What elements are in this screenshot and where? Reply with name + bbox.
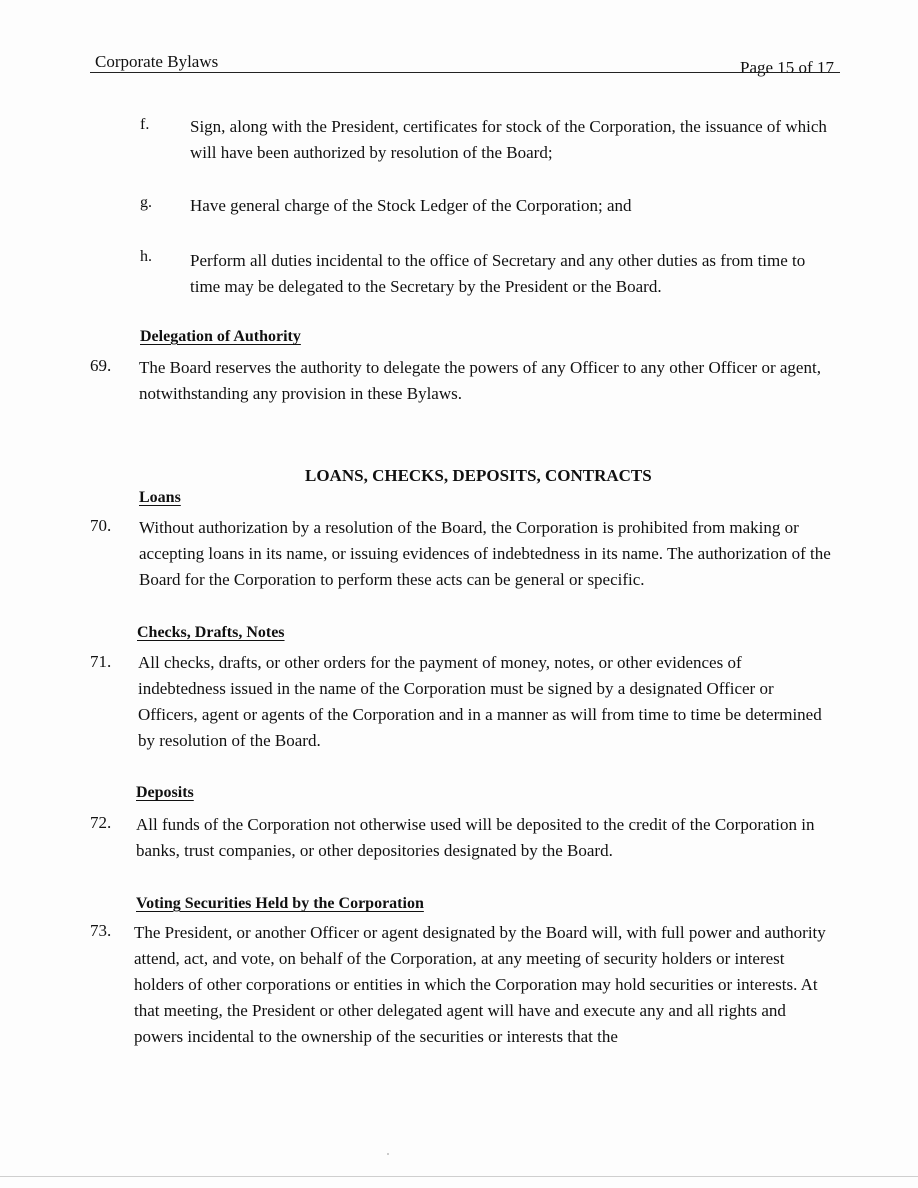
loans-heading: Loans — [139, 489, 181, 506]
section-title: LOANS, CHECKS, DEPOSITS, CONTRACTS — [305, 466, 652, 485]
page-number: Page 15 of 17 — [740, 58, 834, 77]
item-h-text: Perform all duties incidental to the office of Secretary and any other duties as from time to time may be delegated to the Secretary by the President or the Board. — [190, 251, 806, 296]
page-bottom-edge — [0, 1176, 918, 1177]
paragraph-71-text: All checks, drafts, or other orders for the payment of money, notes, or other evidences of indebtedness issued in the name of the Corporation must be signed by a designated Officer or Officers, agent or agents of the Corporation and in a manner as will from time to time be determined by resolution of the Board. — [138, 653, 822, 750]
header-title: Corporate Bylaws — [95, 52, 219, 71]
scan-speck — [387, 1153, 389, 1155]
header-rule — [90, 72, 840, 73]
paragraph-71-number: 71. — [90, 652, 112, 671]
paragraph-69-number: 69. — [90, 356, 112, 375]
paragraph-73-number: 73. — [90, 921, 112, 940]
item-g-text: Have general charge of the Stock Ledger of the Corporation; and — [190, 196, 632, 215]
item-f-text: Sign, along with the President, certificates for stock of the Corporation, the issuance of which will have been authorized by resolution of the Board; — [190, 117, 827, 162]
item-g-label: g. — [140, 194, 152, 211]
paragraph-72-text: All funds of the Corporation not otherwise used will be deposited to the credit of the Corporation in banks, trust companies, or other depositories designated by the Board. — [136, 815, 815, 860]
voting-heading: Voting Securities Held by the Corporation — [136, 895, 424, 912]
delegation-heading: Delegation of Authority — [140, 328, 301, 345]
item-h-label: h. — [140, 248, 152, 265]
paragraph-73-text: The President, or another Officer or agent designated by the Board will, with full power and authority attend, act, and vote, on behalf of the Corporation, at any meeting of security holders or interest holders of other corporations or entities in which the Corporation may hold securities or interests. At that meeting, the President or other delegated agent will have and execute any and all rights and powers incidental to the ownership of the securities or interests that the — [134, 923, 826, 1046]
paragraph-72-number: 72. — [90, 813, 112, 832]
checks-heading: Checks, Drafts, Notes — [137, 624, 285, 641]
item-f-label: f. — [140, 116, 150, 133]
deposits-heading: Deposits — [136, 784, 194, 801]
paragraph-69-text: The Board reserves the authority to delegate the powers of any Officer to any other Officer or agent, notwithstanding any provision in these Bylaws. — [139, 358, 821, 403]
paragraph-70-text: Without authorization by a resolution of the Board, the Corporation is prohibited from making or accepting loans in its name, or issuing evidences of indebtedness in its name. The authorization of the Board for the Corporation to perform these acts can be general or specific. — [139, 518, 831, 589]
paragraph-70-number: 70. — [90, 516, 112, 535]
